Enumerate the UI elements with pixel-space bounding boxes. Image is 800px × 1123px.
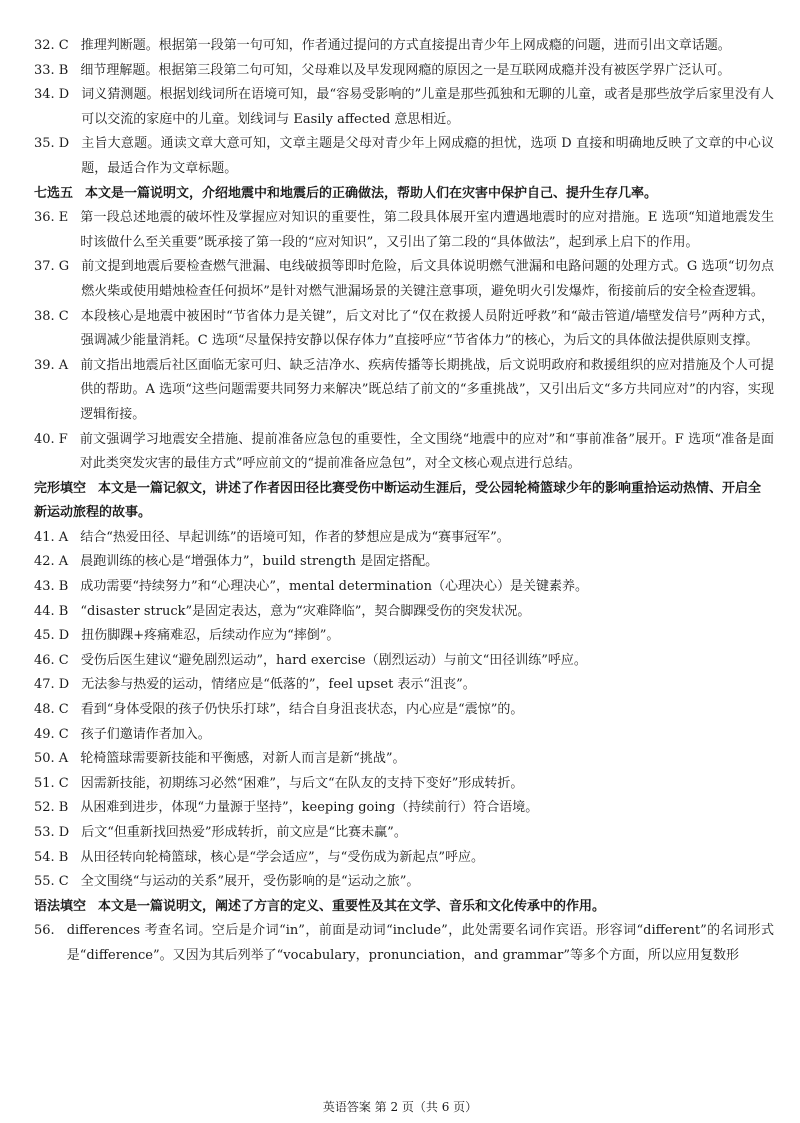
answer-number: 47. D <box>34 677 70 693</box>
section-title: 七选五 <box>34 185 74 201</box>
answer-number: 33. B <box>34 62 69 78</box>
answer-number: 37. G <box>34 259 70 275</box>
answer-item <box>34 550 774 575</box>
answer-item <box>34 698 774 723</box>
answer-number: 41. A <box>34 529 69 545</box>
answer-explanation: 结合“热爱田径、早起训练”的语境可知，作者的梦想应是成为“赛事冠军”。 <box>80 529 510 545</box>
answer-item <box>34 575 774 600</box>
answer-item <box>34 919 774 968</box>
answer-page <box>34 34 774 969</box>
answer-number: 55. C <box>34 874 69 890</box>
answer-item <box>34 59 774 84</box>
answer-number: 54. B <box>34 849 69 865</box>
answer-explanation: 无法参与热爱的运动，情绪应是“低落的”，feel upset 表示“沮丧”。 <box>81 677 476 693</box>
answer-explanation: 第一段总述地震的破坏性及掌握应对知识的重要性，第二段具体展开室内遭遇地震时的应对措施。E 选项“知道地震发生时该做什么至关重要”既承接了第一段的“应对知识”，又引出了第二段的“具体做法”，起到承上启下的作用。 <box>80 210 774 250</box>
page-footer: 英语答案 第 2 页（共 6 页） <box>322 1100 478 1114</box>
answer-number: 48. C <box>34 702 69 718</box>
answer-explanation: 全文围绕“与运动的关系”展开，受伤影响的是“运动之旅”。 <box>80 874 420 890</box>
answer-number: 34. D <box>34 87 70 103</box>
section-title: 语法填空 <box>34 898 87 914</box>
answer-explanation: 前文指出地震后社区面临无家可归、缺乏洁净水、疾病传播等长期挑战，后文说明政府和救援组织的应对措施及个人可提供的帮助。A 选项“这些问题需要共同努力来解决”既总结了前文的“多重挑战”，又引出后文“多方共同应对”的内容，实现逻辑衔接。 <box>80 357 774 422</box>
answer-number: 53. D <box>34 825 70 840</box>
answer-explanation: 孩子们邀请作者加入。 <box>80 726 211 742</box>
section-heading-cloze <box>34 477 774 526</box>
answer-item <box>34 428 774 477</box>
answer-number: 40. F <box>34 431 68 447</box>
answer-explanation: differences 考查名词。空后是介词“in”，前面是动词“include”，此处需要名词作宾语。形容词“different”的名词形式是“difference”。又因为其后列举了“vocabulary，pronunciation，and grammar”等多个方面，所以应用复数形 <box>66 923 774 963</box>
answer-item <box>34 83 774 132</box>
answer-explanation: 看到“身体受限的孩子仍快乐打球”，结合自身沮丧状态，内心应是“震惊”的。 <box>80 702 524 718</box>
section-summary: 本文是一篇说明文，介绍地震中和地震后的正确做法，帮助人们在灾害中保护自己、提升生存几率。 <box>85 185 658 201</box>
answer-explanation: 受伤后医生建议“避免剧烈运动”，hard exercise（剧烈运动）与前文“田径训练”呼应。 <box>80 652 587 668</box>
answer-explanation: 晨跑训练的核心是“增强体力”，build strength 是固定搭配。 <box>80 554 439 570</box>
answer-item <box>34 747 774 772</box>
answer-item <box>34 34 774 59</box>
answer-item <box>34 526 774 551</box>
answer-number: 43. B <box>34 579 69 595</box>
section-summary: 本文是一篇说明文，阐述了方言的定义、重要性及其在文学、音乐和文化传承中的作用。 <box>98 898 606 914</box>
answer-explanation: 词义猜测题。根据划线词所在语境可知，最“容易受影响的”儿童是那些孤独和无聊的儿童，或者是那些放学后家里没有人可以交流的家庭中的儿童。划线词与 Easily affected 意思相近。 <box>81 87 774 127</box>
answer-explanation: 成功需要“持续努力”和“心理决心”，mental determination（心理决心）是关键素养。 <box>80 579 588 595</box>
answer-number: 52. B <box>34 800 69 816</box>
answer-item <box>34 649 774 674</box>
answer-number: 38. C <box>34 308 69 324</box>
answer-item <box>34 772 774 797</box>
answer-item <box>34 870 774 895</box>
answer-item <box>34 821 774 846</box>
answer-explanation: 后文“但重新找回热爱”形成转折，前文应是“比赛未赢”。 <box>81 825 407 840</box>
answer-item <box>34 354 774 428</box>
answer-item <box>34 600 774 625</box>
answer-explanation: 从田径转向轮椅篮球，核心是“学会适应”，与“受伤成为新起点”呼应。 <box>80 849 484 865</box>
answer-number: 39. A <box>34 357 69 373</box>
answer-explanation: 细节理解题。根据第三段第二句可知，父母难以及早发现网瘾的原因之一是互联网成瘾并没有被医学界广泛认可。 <box>80 62 731 78</box>
answer-explanation: 因需新技能，初期练习必然“困难”，与后文“在队友的支持下变好”形成转折。 <box>80 775 524 791</box>
answer-explanation: 推理判断题。根据第一段第一句可知，作者通过提问的方式直接提出青少年上网成瘾的问题，进而引出文章话题。 <box>80 38 731 53</box>
answer-item <box>34 206 774 255</box>
answer-number: 44. B <box>34 603 69 619</box>
answer-number: 51. C <box>34 775 69 791</box>
answer-item <box>34 624 774 649</box>
answer-number: 42. A <box>34 554 69 570</box>
answer-number: 49. C <box>34 726 69 742</box>
answer-item <box>34 796 774 821</box>
answer-item <box>34 132 774 181</box>
answer-item <box>34 305 774 354</box>
reading-answers-d <box>34 34 774 182</box>
qixuanwu-answers <box>34 206 774 477</box>
answer-explanation: 扭伤脚踝+疼痛难忍，后续动作应为“摔倒”。 <box>81 628 340 644</box>
answer-explanation: 前文强调学习地震安全措施、提前准备应急包的重要性，全文围绕“地震中的应对”和“事前准备”展开。F 选项“准备是面对此类突发灾害的最佳方式”呼应前文的“提前准备应急包”，对全文核心观点进行总结。 <box>79 431 774 472</box>
section-title: 完形填空 <box>34 480 87 496</box>
section-summary: 本文是一篇记叙文，讲述了作者因田径比赛受伤中断运动生涯后，受公园轮椅篮球少年的影响重拾运动热情、开启全新运动旅程的故事。 <box>34 480 762 521</box>
answer-explanation: 前文提到地震后要检查燃气泄漏、电线破损等即时危险，后文具体说明燃气泄漏和电路问题的处理方式。G 选项“切勿点燃火柴或使用蜡烛检查任何损坏”是针对燃气泄漏场景的关键注意事项，避免明火引发爆炸，衔接前后的安全检查逻辑。 <box>81 259 774 299</box>
grammar-answers <box>34 919 774 968</box>
answer-explanation: 轮椅篮球需要新技能和平衡感，对新人而言是新“挑战”。 <box>80 751 406 767</box>
answer-number: 50. A <box>34 751 69 767</box>
answer-item <box>34 723 774 748</box>
answer-number: 45. D <box>34 628 70 644</box>
answer-item <box>34 673 774 698</box>
answer-number: 35. D <box>34 136 70 152</box>
answer-explanation: “disaster struck”是固定表达，意为“灾难降临”，契合脚踝受伤的突发状况。 <box>80 603 531 619</box>
section-heading-qixuanwu <box>34 182 774 207</box>
answer-item <box>34 255 774 304</box>
answer-explanation: 主旨大意题。通读文章大意可知，文章主题是父母对青少年上网成瘾的担忧，选项 D 直接和明确地反映了文章的中心议题，最适合作为文章标题。 <box>81 136 774 176</box>
answer-item <box>34 846 774 871</box>
answer-explanation: 从困难到进步，体现“力量源于坚持”，keeping going（持续前行）符合语境。 <box>80 800 539 816</box>
answer-explanation: 本段核心是地震中被困时“节省体力是关键”，后文对比了“仅在救援人员附近呼救”和“敲击管道/墙壁发信号”两种方式，强调减少能量消耗。C 选项“尽量保持安静以保存体力”直接呼应“节省体力”的核心，为后文的具体做法提供原则支撑。 <box>80 308 774 349</box>
answer-number: 32. C <box>34 38 69 53</box>
section-heading-grammar <box>34 895 774 920</box>
answer-number: 56. <box>34 923 55 939</box>
answer-number: 46. C <box>34 652 69 668</box>
answer-number: 36. E <box>34 210 69 226</box>
cloze-answers <box>34 526 774 895</box>
